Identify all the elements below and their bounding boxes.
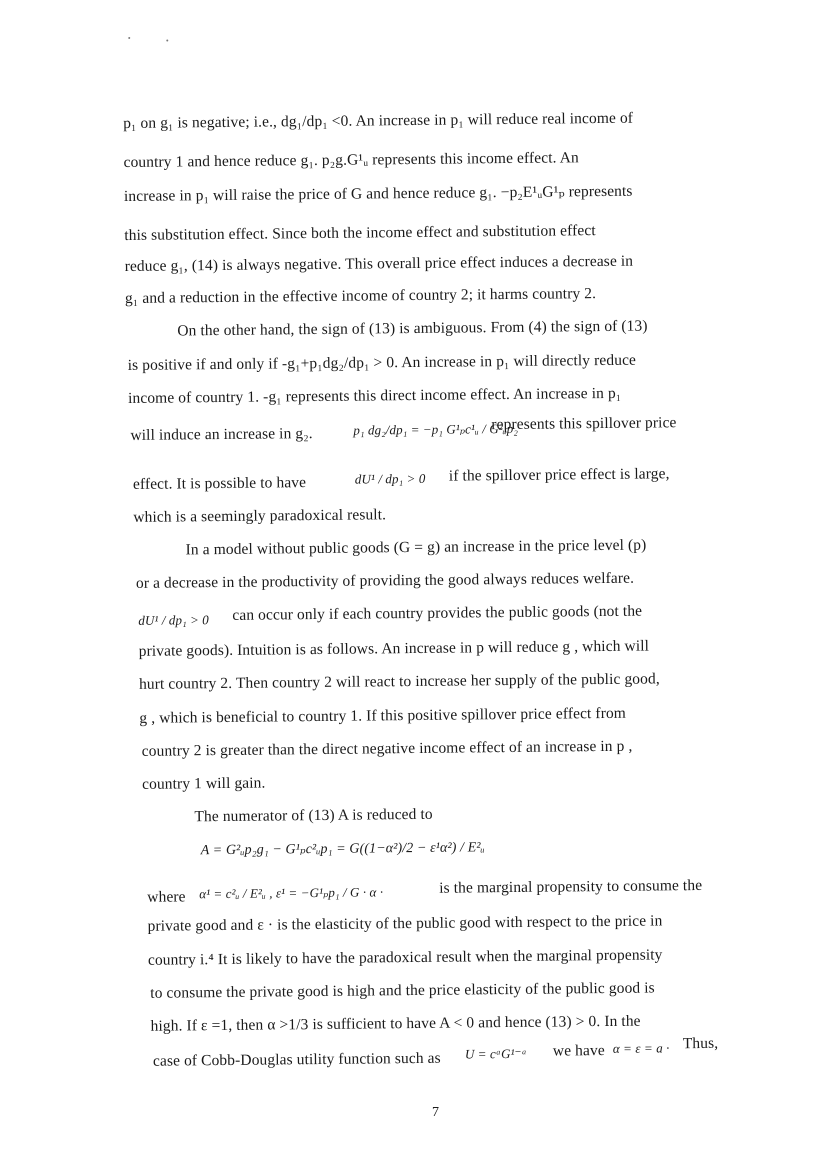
text-line: country 2 is greater than the direct negative income effect of an increase in p , — [141, 737, 633, 760]
text-line: case of Cobb-Douglas utility function such as — [152, 1049, 441, 1070]
inline-math: dU¹ / dp₁ > 0 — [138, 612, 209, 628]
inline-math: U = cᵃG¹⁻ᵃ — [464, 1045, 527, 1062]
numerator-equation: A = G²ᵤp₂g₁ − G¹ₚc²ᵤp₁ = G((1−α²)/2 − ε¹α²) / E²ᵤ — [200, 840, 485, 859]
text-line: g₁ and a reduction in the effective income of country 2; it harms country 2. — [124, 285, 597, 307]
text-line: this substitution effect. Since both the income effect and substitution effect — [124, 222, 596, 245]
text-line: private good and ε · is the elasticity of the public good with respect to the price in — [147, 912, 663, 935]
text-line: where — [147, 888, 186, 906]
text-line: In a model without public goods (G = g) an increase in the price level (p) — [185, 536, 647, 559]
text-line: which is a seemingly paradoxical result. — [133, 506, 387, 526]
text-line: The numerator of (13) A is reduced to — [194, 805, 433, 826]
text-line: effect. It is possible to have — [132, 474, 307, 493]
text-line: Thus, — [682, 1034, 719, 1053]
text-line: if the spillover price effect is large, — [448, 465, 670, 485]
text-line: is positive if and only if -g₁+p₁dg₂/dp₁ > 0. An increase in p₁ will directly reduce — [127, 351, 637, 374]
text-line: income of country 1. -g₁ represents this direct income effect. An increase in p₁ — [127, 384, 622, 407]
text-line: is the marginal propensity to consume the — [439, 876, 703, 897]
text-line: country 1 will gain. — [141, 774, 266, 793]
text-line: or a decrease in the productivity of providing the good always reduces welfare. — [135, 569, 635, 592]
text-line: can occur only if each country provides the public goods (not the — [232, 602, 643, 624]
text-line: represents this spillover price — [491, 414, 677, 434]
text-line: to consume the private good is high and the price elasticity of the public good is — [150, 979, 655, 1002]
scan-speck — [166, 40, 168, 42]
text-line: On the other hand, the sign of (13) is ambiguous. From (4) the sign of (13) — [177, 317, 648, 340]
text-line: high. If ε =1, then α >1/3 is sufficient to have A < 0 and hence (13) > 0. In the — [150, 1012, 641, 1035]
text-line: private goods). Intuition is as follows. An increase in p will reduce g , which will — [138, 637, 650, 660]
text-line: increase in p₁ will raise the price of G and hence reduce g₁. −p₂E¹ᵤG¹ₚ represents — [123, 182, 633, 206]
text-line: will induce an increase in g₂. — [130, 425, 313, 444]
text-line: country 1 and hence reduce g₁. p₂g.G¹ᵤ represents this income effect. An — [123, 149, 579, 172]
scan-speck — [128, 37, 130, 39]
spillover-equation: p₁ dg₂/dp₁ = −p₁ G¹ₚc¹ᵤ / G²ᵤp₂ — [353, 420, 518, 438]
inline-math: α = ε = a · — [612, 1040, 670, 1056]
text-line: we have — [552, 1042, 605, 1060]
text-line: g , which is beneficial to country 1. If this positive spillover price effect from — [139, 704, 627, 727]
text-line: p₁ on g₁ is negative; i.e., dg₁/dp₁ <0. An increase in p₁ will reduce real income of — [123, 109, 634, 133]
definitions-math: α¹ = c²ᵤ / E²ᵤ , ε¹ = −G¹ₚp₁ / G · α · — [199, 884, 384, 902]
page-number: 7 — [432, 1105, 439, 1120]
inline-math: dU¹ / dp₁ > 0 — [354, 470, 426, 487]
text-line: reduce g₁, (14) is always negative. This overall price effect induces a decrease in — [124, 252, 634, 276]
text-line: hurt country 2. Then country 2 will react to increase her supply of the public good, — [138, 670, 660, 693]
text-line: country i.⁴ It is likely to have the paradoxical result when the marginal propensity — [147, 946, 663, 969]
